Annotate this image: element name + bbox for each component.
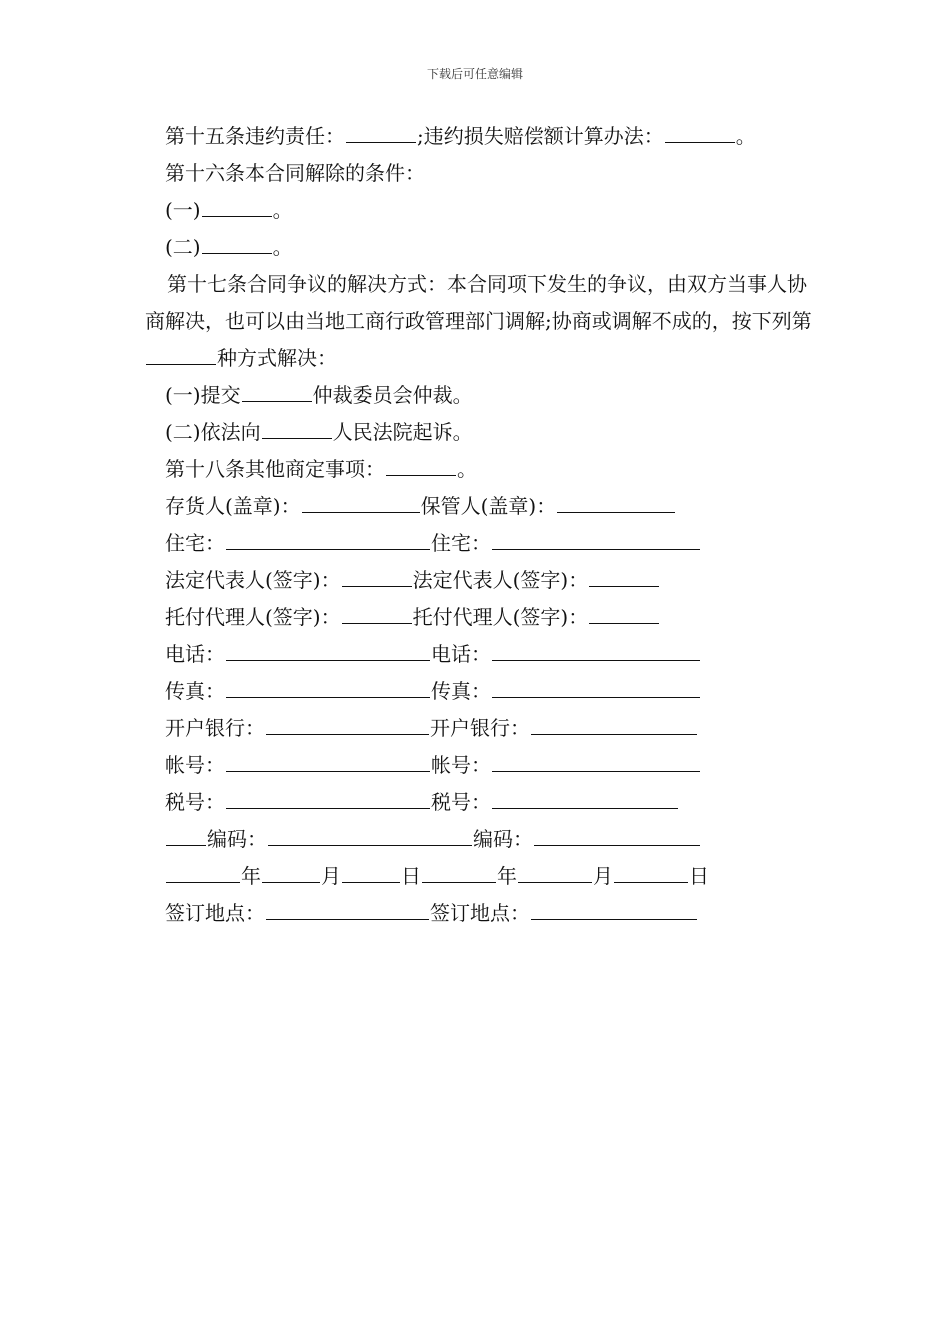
blank-field[interactable] (202, 200, 272, 217)
agent-row (145, 599, 825, 636)
document-body (145, 118, 825, 932)
item-text-2: 仲裁委员会仲裁。 (312, 383, 473, 407)
place-label: 签订地点： (165, 901, 265, 925)
account-label: 帐号： (165, 753, 225, 777)
article-15-text: 第十五条违约责任： (165, 124, 345, 148)
account-field[interactable] (226, 755, 430, 772)
page-header: 下载后可任意编辑 (426, 67, 523, 81)
depositor-seal-label: 存货人(盖章)： (165, 494, 301, 518)
day-field[interactable] (342, 866, 400, 883)
bank-field-2[interactable] (531, 718, 697, 735)
month-label: 月 (321, 864, 341, 888)
blank-field[interactable] (262, 422, 332, 439)
day-label: 日 (401, 864, 421, 888)
article-15 (145, 118, 825, 155)
blank-field[interactable] (202, 237, 272, 254)
account-field-2[interactable] (492, 755, 700, 772)
postcode-field[interactable] (268, 829, 472, 846)
place-row (145, 895, 825, 932)
year-field-2[interactable] (422, 866, 496, 883)
date-row (145, 858, 825, 895)
article-17 (145, 266, 825, 377)
legal-rep-label-2: 法定代表人(签字)： (412, 568, 589, 592)
blank-field[interactable] (386, 459, 456, 476)
phone-label-2: 电话： (431, 642, 491, 666)
place-field[interactable] (266, 903, 429, 920)
tax-field[interactable] (226, 792, 430, 809)
legal-rep-row (145, 562, 825, 599)
agent-label: 托付代理人(签字)： (165, 605, 341, 629)
article-17-text: 第十七条合同争议的解决方式：本合同项下发生的争议，由双方当事人协商解决，也可以由当地工商行政管理部门调解;协商或调解不成的，按下列第 (145, 272, 812, 333)
year-label-2: 年 (497, 864, 517, 888)
agent-label-2: 托付代理人(签字)： (412, 605, 589, 629)
blank-field[interactable] (665, 126, 735, 143)
keeper-seal-label: 保管人(盖章)： (420, 494, 557, 518)
fax-label-2: 传真： (431, 679, 491, 703)
tax-label: 税号： (165, 790, 225, 814)
fax-field-2[interactable] (492, 681, 700, 698)
tax-row (145, 784, 825, 821)
blank-field[interactable] (146, 348, 216, 365)
article-17-text-2: 种方式解决： (217, 346, 337, 370)
account-label-2: 帐号： (431, 753, 491, 777)
bank-row (145, 710, 825, 747)
bank-label-2: 开户银行： (430, 716, 530, 740)
postcode-row (145, 821, 825, 858)
depositor-seal-field[interactable] (302, 496, 420, 513)
postcode-field-2[interactable] (534, 829, 700, 846)
residence-label: 住宅： (165, 531, 225, 555)
place-field-2[interactable] (531, 903, 697, 920)
article-17-item-1 (145, 377, 825, 414)
article-17-item-2 (145, 414, 825, 451)
fax-field[interactable] (226, 681, 430, 698)
legal-rep-field[interactable] (342, 570, 412, 587)
blank-field[interactable] (346, 126, 416, 143)
item-marker: (二) (165, 235, 201, 259)
period: 。 (272, 198, 293, 222)
phone-row (145, 636, 825, 673)
fax-row (145, 673, 825, 710)
bank-label: 开户银行： (165, 716, 265, 740)
phone-field[interactable] (226, 644, 430, 661)
item-text: (一)提交 (165, 383, 241, 407)
postcode-label: 编码： (207, 827, 267, 851)
period: 。 (272, 235, 293, 259)
bank-field[interactable] (266, 718, 429, 735)
day-field-2[interactable] (614, 866, 688, 883)
article-16 (145, 155, 825, 192)
month-field[interactable] (262, 866, 320, 883)
residence-row (145, 525, 825, 562)
year-label: 年 (241, 864, 261, 888)
item-text-2: 人民法院起诉。 (332, 420, 473, 444)
postcode-prefix-field[interactable] (166, 829, 206, 846)
year-field[interactable] (166, 866, 240, 883)
legal-rep-field-2[interactable] (589, 570, 659, 587)
place-label-2: 签订地点： (430, 901, 530, 925)
item-text: (二)依法向 (165, 420, 261, 444)
residence-field[interactable] (226, 533, 430, 550)
postcode-label-2: 编码： (473, 827, 533, 851)
tax-label-2: 税号： (431, 790, 491, 814)
residence-field-2[interactable] (492, 533, 700, 550)
agent-field-2[interactable] (589, 607, 659, 624)
residence-label-2: 住宅： (431, 531, 491, 555)
account-row (145, 747, 825, 784)
article-16-item-2 (145, 229, 825, 266)
fax-label: 传真： (165, 679, 225, 703)
item-marker: (一) (165, 198, 201, 222)
phone-label: 电话： (165, 642, 225, 666)
article-18 (145, 451, 825, 488)
period: 。 (457, 457, 477, 481)
tax-field-2[interactable] (492, 792, 678, 809)
month-field-2[interactable] (518, 866, 592, 883)
article-16-text: 第十六条本合同解除的条件： (165, 161, 425, 185)
day-label-2: 日 (689, 864, 709, 888)
article-16-item-1 (145, 192, 825, 229)
period: 。 (735, 124, 756, 148)
agent-field[interactable] (342, 607, 412, 624)
phone-field-2[interactable] (492, 644, 700, 661)
article-18-text: 第十八条其他商定事项： (165, 457, 385, 481)
article-15-text-2: ;违约损失赔偿额计算办法： (417, 124, 664, 148)
legal-rep-label: 法定代表人(签字)： (165, 568, 341, 592)
blank-field[interactable] (242, 385, 312, 402)
month-label-2: 月 (593, 864, 613, 888)
seal-row (145, 488, 825, 525)
keeper-seal-field[interactable] (557, 496, 675, 513)
